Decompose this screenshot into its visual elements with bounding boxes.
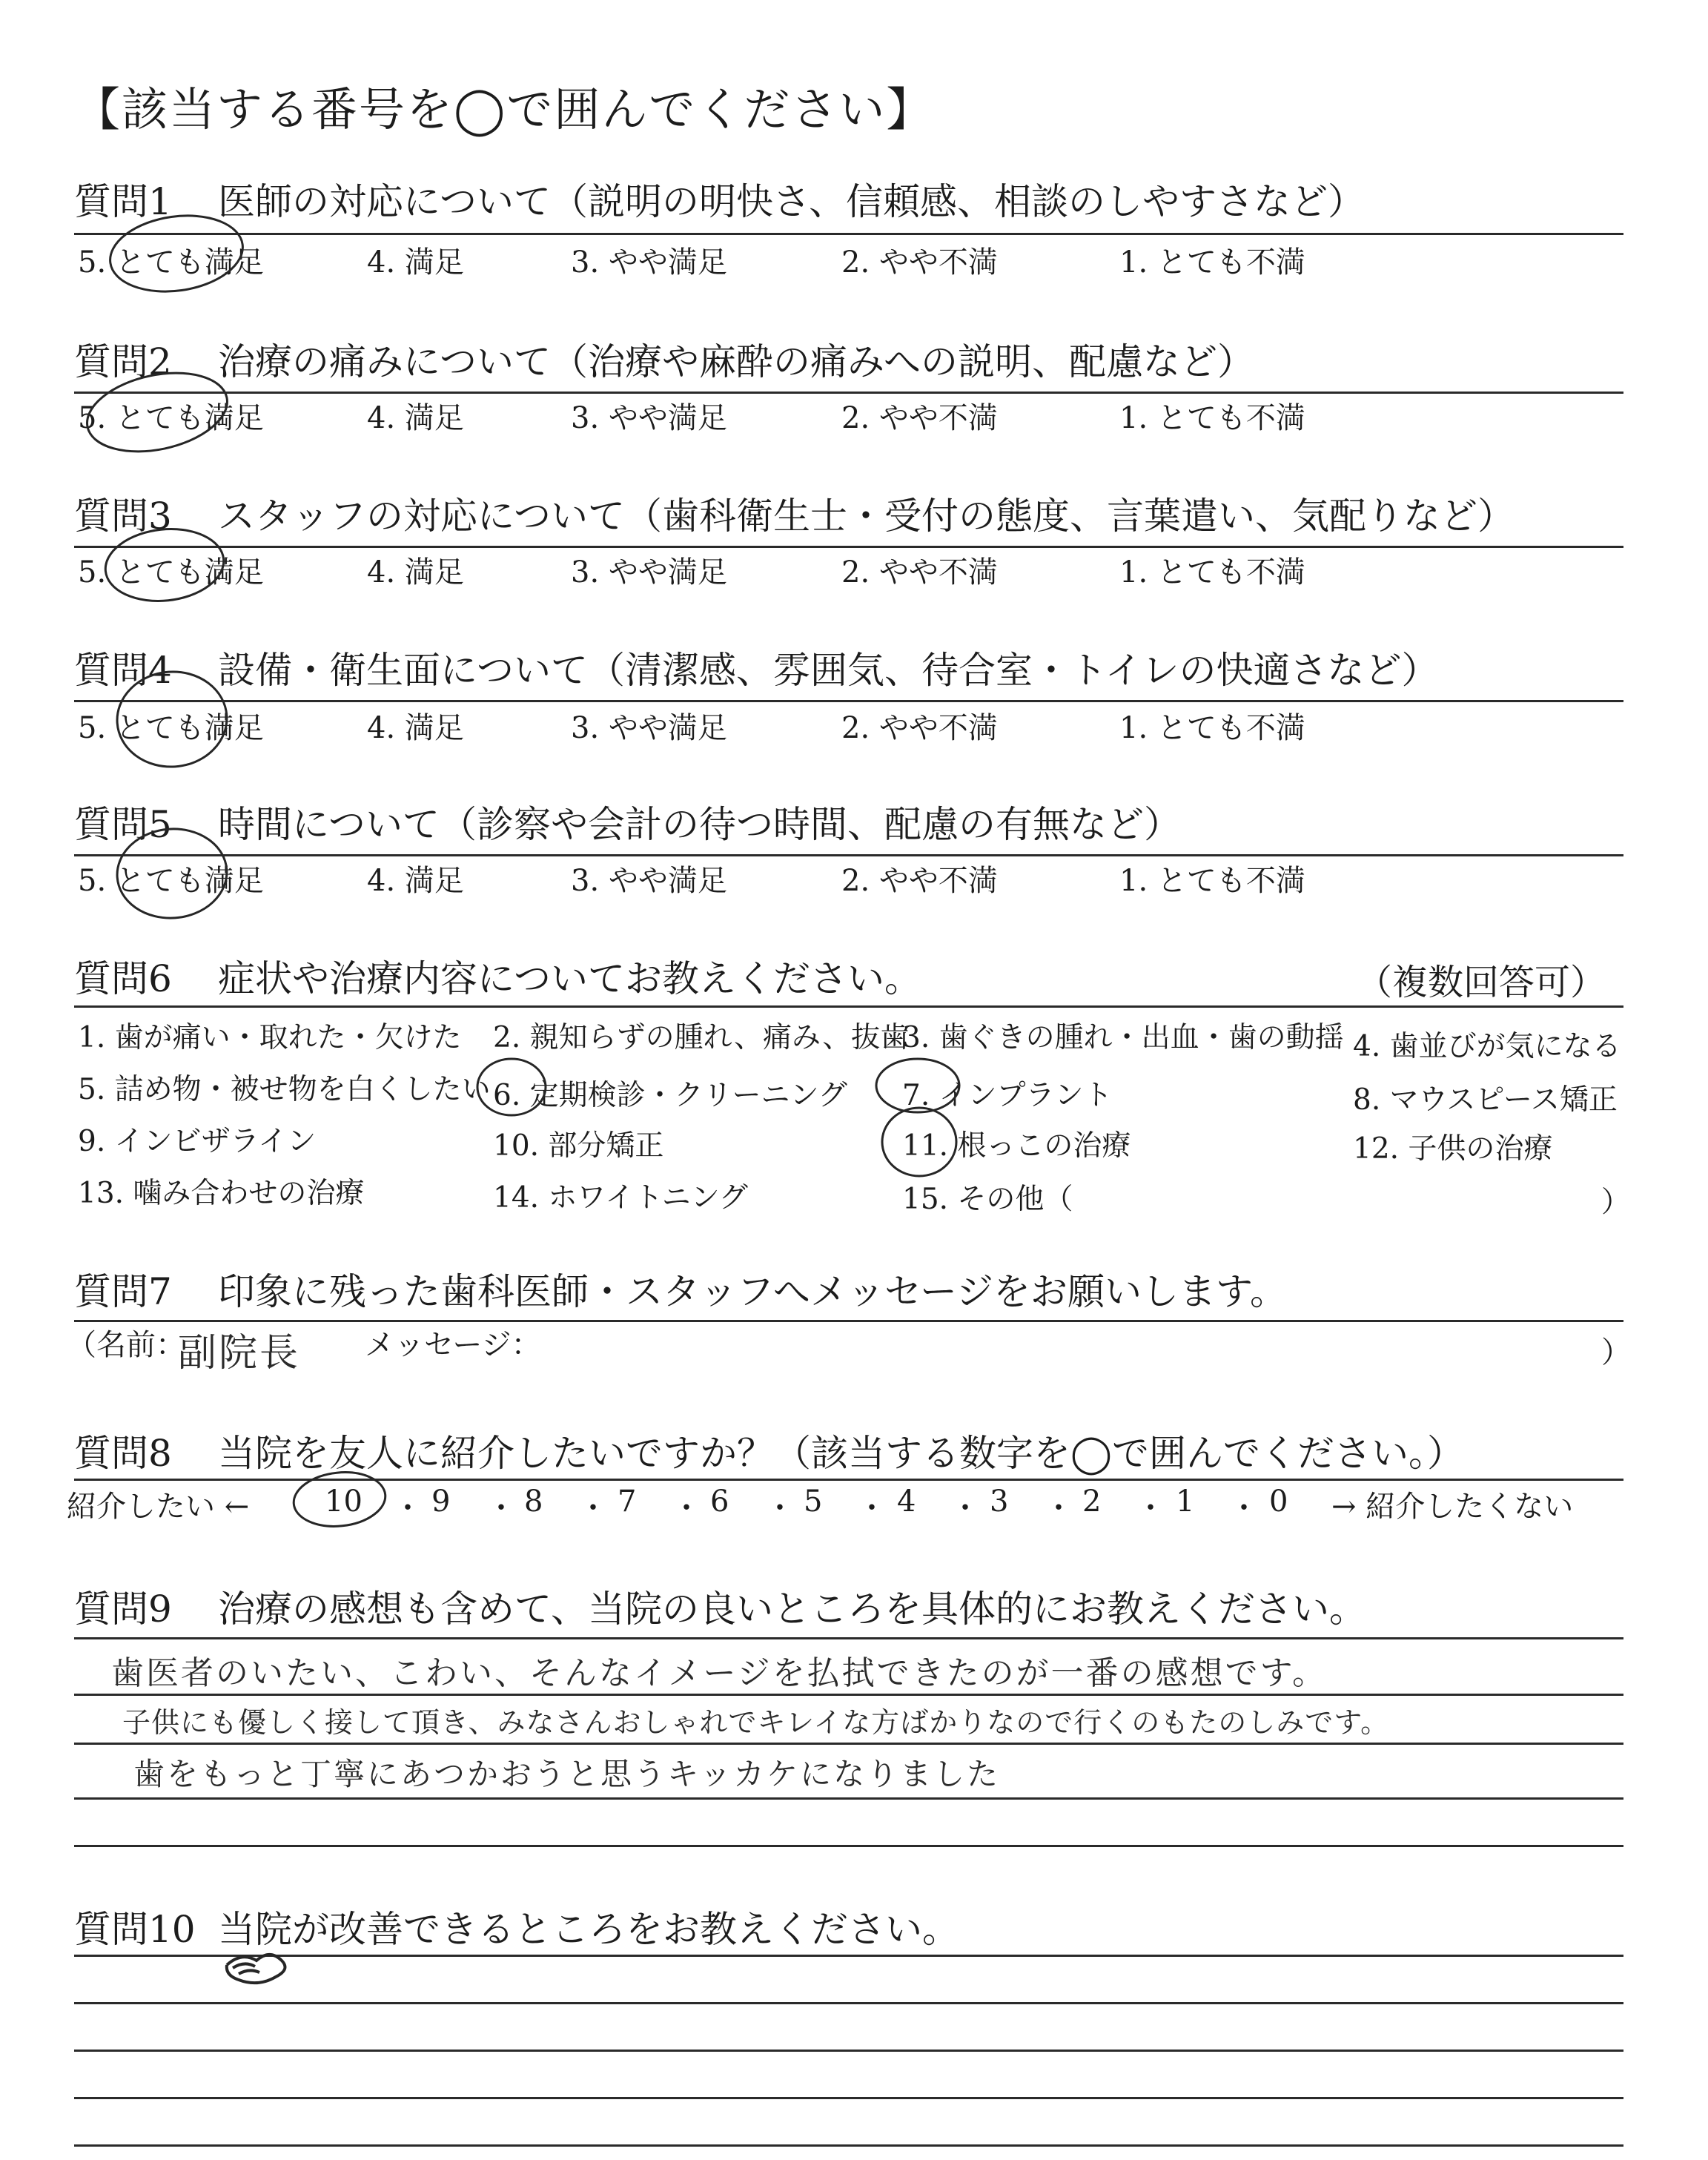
q8-separator: ・ (672, 1491, 701, 1525)
q2-option-5[interactable]: 5. とても満足 (78, 401, 264, 435)
q4-option-3[interactable]: 3. やや満足 (571, 711, 727, 745)
q8-scale-0[interactable]: 0 (1269, 1484, 1288, 1519)
question-text: 治療の感想も含めて、当院の良いところを具体的にお教えください。 (218, 1588, 1366, 1631)
q6-option-15[interactable]: 15. その他（ (902, 1183, 1073, 1216)
q7-message-label: メッセージ： (365, 1328, 541, 1362)
q6-option-11[interactable]: 11. 根っこの治療 (902, 1129, 1131, 1163)
q8-separator: ・ (486, 1491, 516, 1525)
question-number: 質問7 (74, 1270, 172, 1313)
q8-scale-7[interactable]: 7 (618, 1484, 637, 1519)
q8-separator: ・ (393, 1491, 423, 1525)
question-text: 当院を友人に紹介したいですか？（該当する数字を◯で囲んでください。） (218, 1432, 1464, 1475)
q8-scale-10[interactable]: 10 (325, 1484, 363, 1519)
q2-option-3[interactable]: 3. やや満足 (571, 401, 727, 435)
q8-scale-4[interactable]: 4 (897, 1484, 916, 1519)
question-number: 質問10 (74, 1908, 196, 1951)
q1-selection-circle (105, 208, 248, 300)
q8-separator: ・ (1044, 1491, 1073, 1525)
question-text: 時間について（診察や会計の待つ時間、配慮の有無など） (218, 803, 1181, 846)
q6-option-3[interactable]: 3. 歯ぐきの腫れ・出血・歯の動揺 (902, 1021, 1344, 1054)
q6-option-10[interactable]: 10. 部分矯正 (493, 1129, 664, 1163)
q3-option-4[interactable]: 4. 満足 (367, 555, 464, 589)
q2-selection-circle (80, 361, 235, 463)
q6-option-8[interactable]: 8. マウスピース矯正 (1353, 1083, 1618, 1117)
q6-other-close: ） (1601, 1186, 1631, 1219)
q8-separator: ・ (950, 1491, 980, 1525)
q4-option-5[interactable]: 5. とても満足 (78, 711, 264, 745)
q8-separator: ・ (765, 1491, 795, 1525)
q7-name-label: （名前： (67, 1328, 185, 1362)
q9-answer-line-2: 子供にも優しく接して頂き、みなさんおしゃれでキレイな方ばかりなので行くのもたのしみです。 (122, 1706, 1390, 1739)
question-text: 印象に残った歯科医師・スタッフへメッセージをお願いします。 (218, 1270, 1287, 1313)
q3-selection-circle (102, 524, 227, 607)
multiple-answer-note: （複数回答可） (1357, 962, 1606, 1003)
q6-option-6[interactable]: 6. 定期検診・クリーニング (493, 1079, 847, 1112)
question-text: 治療の痛みについて（治療や麻酔の痛みへの説明、配慮など） (218, 340, 1254, 383)
question-text: 症状や治療内容についてお教えください。 (218, 957, 921, 1000)
q6-option-2[interactable]: 2. 親知らずの腫れ、痛み、抜歯 (493, 1021, 910, 1054)
q8-scale-1[interactable]: 1 (1176, 1484, 1195, 1519)
q8-selection-circle (291, 1468, 388, 1531)
q8-scale-6[interactable]: 6 (710, 1484, 729, 1519)
q8-separator: ・ (1136, 1491, 1165, 1525)
question-number: 質問1 (74, 180, 172, 223)
q8-separator: ・ (1229, 1491, 1259, 1525)
q3-option-3[interactable]: 3. やや満足 (571, 555, 727, 589)
q5-option-1[interactable]: 1. とても不満 (1119, 864, 1305, 898)
q6-option-9[interactable]: 9. インビザライン (78, 1125, 317, 1158)
question-text: 当院が改善できるところをお教えください。 (218, 1908, 959, 1951)
q8-left-label: 紹介したい ← (67, 1490, 250, 1524)
q6-option-12[interactable]: 12. 子供の治療 (1353, 1132, 1553, 1166)
q6-option-11-circle (882, 1108, 956, 1176)
q8-separator: ・ (857, 1491, 887, 1525)
q4-selection-circle (114, 668, 231, 770)
q8-scale-9[interactable]: 9 (431, 1484, 451, 1519)
q8-scale-8[interactable]: 8 (524, 1484, 543, 1519)
page-title: 【該当する番号を◯で囲んでください】 (74, 82, 934, 136)
q5-selection-circle (114, 825, 230, 922)
q6-option-5[interactable]: 5. 詰め物・被せ物を白くしたい (78, 1073, 491, 1106)
q7-close: ） (1601, 1335, 1631, 1370)
q6-option-4[interactable]: 4. 歯並びが気になる (1353, 1030, 1621, 1063)
q4-option-2[interactable]: 2. やや不満 (841, 711, 998, 745)
q6-option-7-circle (876, 1059, 959, 1112)
q6-option-14[interactable]: 14. ホワイトニング (493, 1181, 748, 1215)
q6-option-13[interactable]: 13. 噛み合わせの治療 (78, 1177, 365, 1210)
q3-option-2[interactable]: 2. やや不満 (841, 555, 998, 589)
q8-scale-3[interactable]: 3 (990, 1484, 1009, 1519)
q8-separator: ・ (578, 1491, 608, 1525)
q2-option-1[interactable]: 1. とても不満 (1119, 401, 1305, 435)
q10-scribble (227, 1955, 285, 1983)
q9-answer-line-1: 歯医者のいたい、こわい、そんなイメージを払拭できたのが一番の感想です。 (111, 1654, 1328, 1692)
q8-right-label: → 紹介したくない (1331, 1490, 1574, 1524)
q1-option-1[interactable]: 1. とても不満 (1119, 245, 1305, 280)
question-number: 質問2 (74, 340, 172, 383)
question-text: 設備・衛生面について（清潔感、雰囲気、待合室・トイレの快適さなど） (218, 649, 1439, 692)
q8-scale-5[interactable]: 5 (804, 1484, 823, 1519)
question-text: 医師の対応について（説明の明快さ、信頼感、相談のしやすさなど） (218, 180, 1365, 223)
question-number: 質問4 (74, 649, 172, 692)
q6-option-1[interactable]: 1. 歯が痛い・取れた・欠けた (78, 1021, 462, 1054)
q3-option-1[interactable]: 1. とても不満 (1119, 555, 1305, 589)
question-number: 質問9 (74, 1588, 172, 1631)
q1-option-4[interactable]: 4. 満足 (367, 245, 464, 280)
q3-option-5[interactable]: 5. とても満足 (78, 555, 264, 589)
q1-option-3[interactable]: 3. やや満足 (571, 245, 727, 280)
q5-option-5[interactable]: 5. とても満足 (78, 864, 264, 898)
q6-option-6-circle (477, 1059, 546, 1115)
q5-option-4[interactable]: 4. 満足 (367, 864, 464, 898)
q2-option-2[interactable]: 2. やや不満 (841, 401, 998, 435)
q4-option-4[interactable]: 4. 満足 (367, 711, 464, 745)
q6-option-7[interactable]: 7. インプラント (902, 1079, 1113, 1112)
q2-option-4[interactable]: 4. 満足 (367, 401, 464, 435)
question-number: 質問8 (74, 1432, 172, 1475)
q5-option-2[interactable]: 2. やや不満 (841, 864, 998, 898)
q7-name-handwritten: 副院長 (178, 1331, 301, 1375)
q5-option-3[interactable]: 3. やや満足 (571, 864, 727, 898)
q1-option-5[interactable]: 5. とても満足 (78, 245, 264, 280)
q9-answer-line-3: 歯をもっと丁寧にあつかおうと思うキッカケになりました (133, 1756, 1001, 1792)
question-number: 質問3 (74, 495, 172, 538)
question-number: 質問6 (74, 957, 172, 1000)
question-number: 質問5 (74, 803, 172, 846)
q1-option-2[interactable]: 2. やや不満 (841, 245, 998, 280)
q4-option-1[interactable]: 1. とても不満 (1119, 711, 1305, 745)
q8-scale-2[interactable]: 2 (1082, 1484, 1102, 1519)
question-text: スタッフの対応について（歯科衛生士・受付の態度、言葉遣い、気配りなど） (218, 495, 1515, 538)
